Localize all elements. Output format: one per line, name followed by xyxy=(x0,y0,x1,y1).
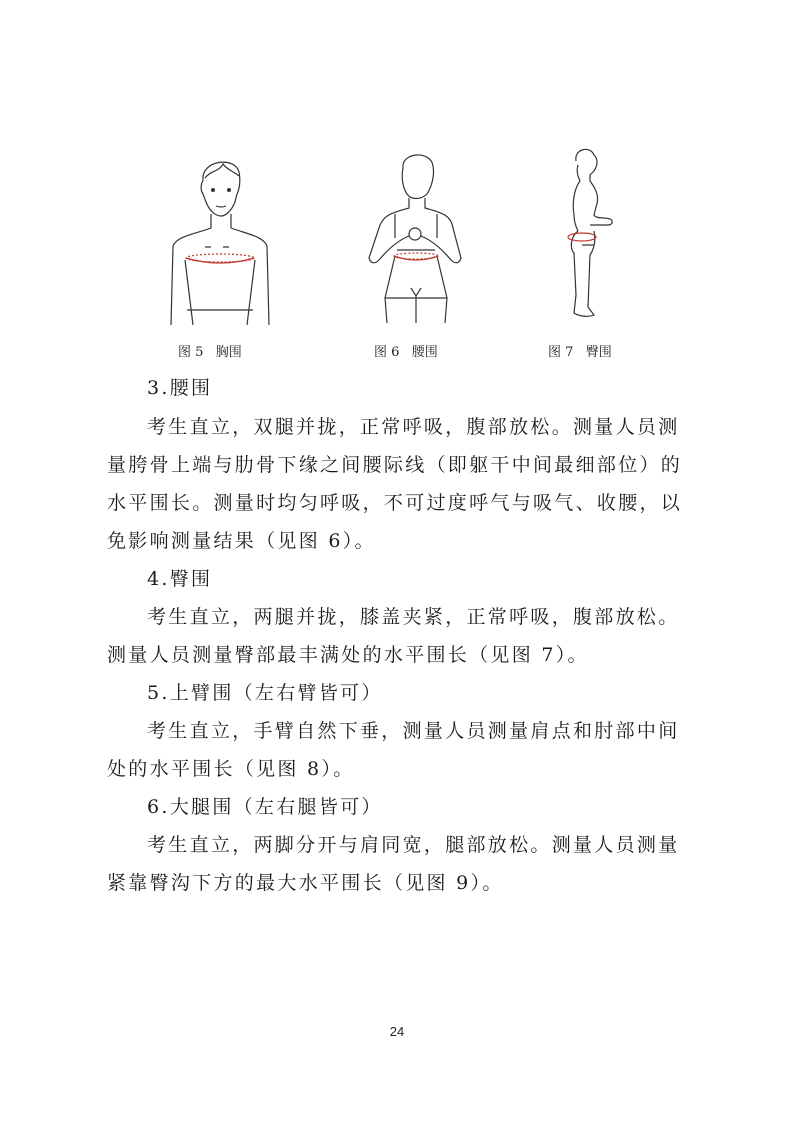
figure-5-chest-illustration xyxy=(165,150,275,325)
section-heading-thigh: 6.大腿围（左右腿皆可） xyxy=(147,796,383,818)
section-body-line: 测量人员测量臀部最丰满处的水平围长（见图 7）。 xyxy=(107,644,589,666)
section-body-line: 免影响测量结果（见图 6）。 xyxy=(107,530,376,552)
section-body-line: 量胯骨上端与肋骨下缘之间腰际线（即躯干中间最细部位）的 xyxy=(107,454,683,476)
section-body-line: 考生直立，双腿并拢，正常呼吸，腹部放松。测量人员测 xyxy=(147,416,680,438)
section-body-line: 处的水平围长（见图 8）。 xyxy=(107,758,355,780)
section-body-line: 考生直立，两脚分开与肩同宽，腿部放松。测量人员测量 xyxy=(147,834,680,856)
figure-7-caption: 图 7 臀围 xyxy=(548,345,612,360)
section-body-line: 考生直立，两腿并拢，膝盖夹紧，正常呼吸，腹部放松。 xyxy=(147,606,680,628)
figure-7-hip-illustration xyxy=(560,145,630,320)
page-number: 24 xyxy=(389,1024,405,1039)
figure-6-waist-illustration xyxy=(365,148,465,323)
section-heading-upper-arm: 5.上臂围（左右臂皆可） xyxy=(147,682,383,704)
section-body-line: 水平围长。测量时均匀呼吸，不可过度呼气与吸气、收腰，以 xyxy=(107,492,683,514)
section-heading-waist: 3.腰围 xyxy=(147,377,213,399)
section-body-line: 考生直立，手臂自然下垂，测量人员测量肩点和肘部中间 xyxy=(147,720,680,742)
section-heading-hip: 4.臀围 xyxy=(147,568,213,590)
figure-6-caption: 图 6 腰围 xyxy=(374,345,438,360)
figure-5-caption: 图 5 胸围 xyxy=(178,345,242,360)
section-body-line: 紧靠臀沟下方的最大水平围长（见图 9）。 xyxy=(107,872,504,894)
